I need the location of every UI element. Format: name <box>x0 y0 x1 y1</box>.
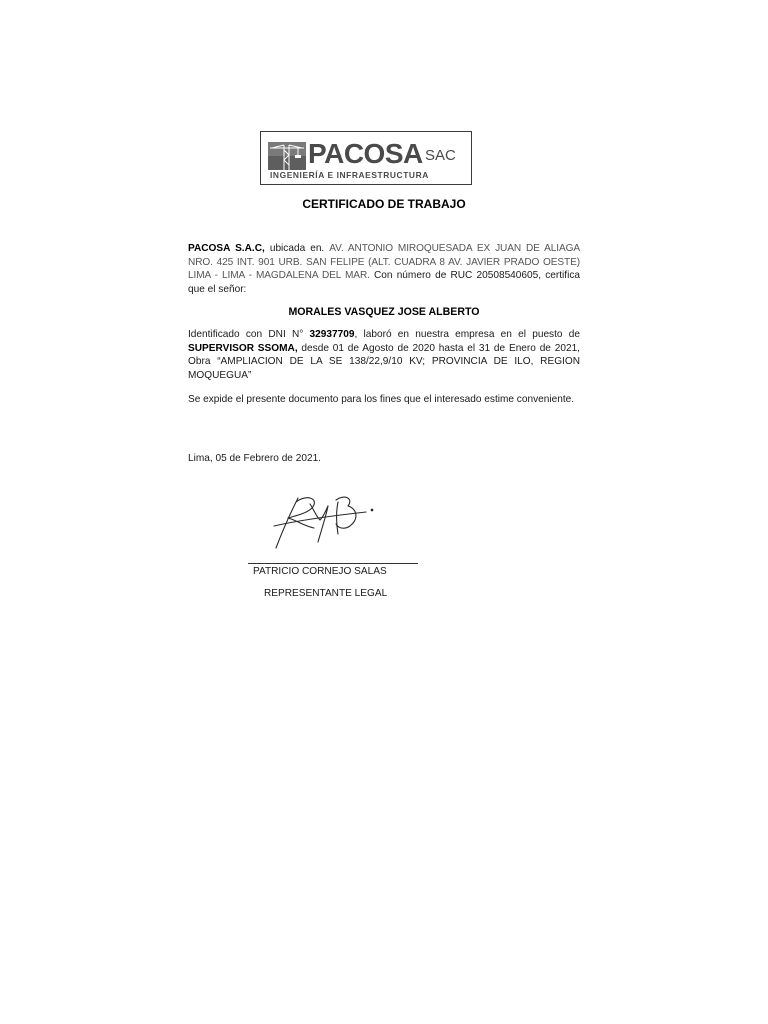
tower-crane-icon <box>268 142 306 170</box>
employment-details: desde 01 de Agosto de 2020 hasta el 31 de Enero de 2021, Obra “AMPLIACION DE LA SE 138/22,9/10 KV; PROVINCIA DE ILO, REGION MOQUEGUA” <box>188 342 580 381</box>
logo-suffix: SAC <box>425 147 456 164</box>
employment-paragraph <box>188 328 580 382</box>
company-logo <box>260 131 472 185</box>
issue-date: Lima, 05 de Febrero de 2021. <box>188 453 321 464</box>
employee-name: MORALES VASQUEZ JOSE ALBERTO <box>288 306 480 318</box>
intro-paragraph <box>188 242 580 296</box>
document-title: CERTIFICADO DE TRABAJO <box>302 197 466 211</box>
job-position: SUPERVISOR SSOMA, <box>188 342 298 354</box>
signature-line <box>248 563 418 564</box>
logo-tagline: INGENIERÍA E INFRAESTRUCTURA <box>270 170 429 180</box>
company-address: AV. ANTONIO MIROQUESADA EX JUAN DE ALIAGA NRO. 425 INT. 901 URB. SAN FELIPE (ALT. CUADRA 8 AV. JAVIER PRADO OESTE) LIMA - LIMA - MAGDALENA DEL MAR. <box>188 243 580 282</box>
purpose-paragraph: Se expide el presente documento para los fines que el interesado estime conveniente. <box>188 394 575 405</box>
signer-role: REPRESENTANTE LEGAL <box>264 588 388 599</box>
signer-name: PATRICIO CORNEJO SALAS <box>253 566 387 577</box>
company-name: PACOSA S.A.C, <box>188 243 265 254</box>
dni-number: 32937709 <box>309 329 355 340</box>
handwritten-signature <box>270 490 390 552</box>
located-text: ubicada en. <box>264 243 330 254</box>
logo-name: PACOSA <box>308 138 423 169</box>
employment-mid: , laboró en nuestra empresa en el puesto de <box>354 329 580 340</box>
ruc-text: Con número de RUC 20508540605, certifica que el señor: <box>188 270 581 295</box>
dni-prefix: Identificado con DNI N° <box>188 329 310 340</box>
